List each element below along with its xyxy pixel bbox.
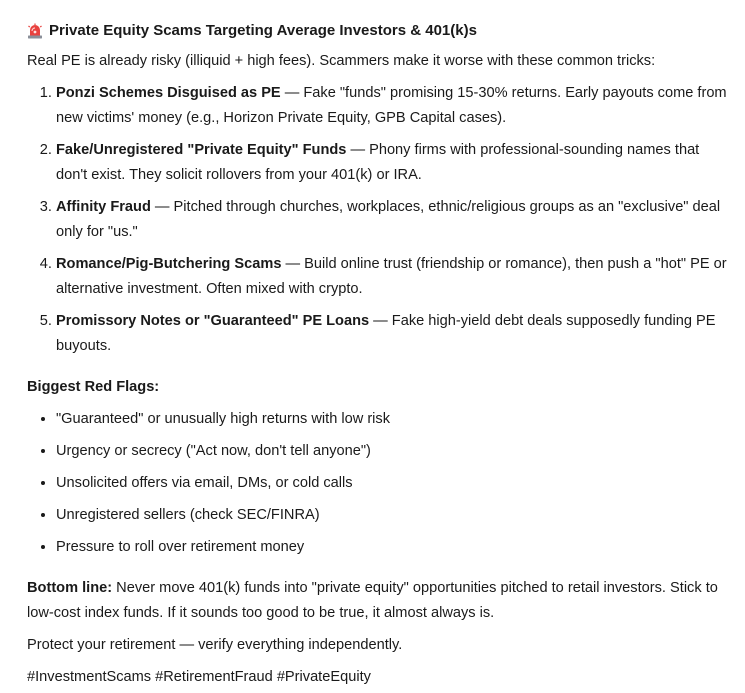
scam-title: Romance/Pig-Butchering Scams: [56, 256, 282, 272]
scam-description: — Pitched through churches, workplaces, ethnic/religious groups as an "exclusive" deal only for "us.": [56, 199, 721, 240]
hashtags[interactable]: #InvestmentScams #RetirementFraud #PrivateEquity: [27, 669, 371, 685]
scam-description: — Build online trust (friendship or romance), then push a "hot" PE or alternative investment. Often mixed with crypto.: [56, 256, 727, 297]
list-item: • Unregistered sellers (check SEC/FINRA): [56, 503, 732, 528]
bottom-line-label: Bottom line:: [27, 580, 113, 596]
scam-title: Fake/Unregistered "Private Equity" Funds: [56, 142, 347, 158]
intro-text: Real PE is already risky (illiquid + high fees). Scammers make it worse with these common tricks:: [27, 53, 656, 69]
scam-item: [56, 252, 732, 302]
list-item: • "Guaranteed" or unusually high returns with low risk: [56, 407, 732, 432]
section-heading: [27, 18, 732, 43]
scam-item: [56, 138, 732, 188]
list-item: • Urgency or secrecy ("Act now, don't tell anyone"): [56, 439, 732, 464]
heading-title: Private Equity Scams Targeting Average Investors & 401(k)s: [49, 22, 477, 39]
police-siren-icon: [27, 23, 43, 39]
scam-item: [56, 309, 732, 359]
scam-item: [56, 81, 732, 131]
list-item: • Pressure to roll over retirement money: [56, 535, 732, 560]
scam-description: — Fake "funds" promising 15-30% returns. Early payouts come from new victims' money (e.g., Horizon Private Equity, GPB Capital cases).: [56, 85, 727, 126]
red-flags-list: [27, 407, 732, 560]
red-flags-heading: Biggest Red Flags:: [27, 379, 160, 395]
scam-description: — Fake high-yield debt deals supposedly funding PE buyouts.: [56, 313, 716, 354]
scam-title: Affinity Fraud: [56, 199, 151, 215]
scam-item: [56, 195, 732, 245]
scam-title: Ponzi Schemes Disguised as PE: [56, 85, 281, 101]
list-item: • Unsolicited offers via email, DMs, or cold calls: [56, 471, 732, 496]
scam-description: — Phony firms with professional-sounding names that don't exist. They solicit rollovers from your 401(k) or IRA.: [56, 142, 700, 183]
bottom-line: [27, 576, 732, 626]
scam-list: [27, 81, 732, 359]
closing-text: Protect your retirement — verify everything independently.: [27, 637, 403, 653]
bottom-line-text: Never move 401(k) funds into "private equity" opportunities pitched to retail investors. Stick to low-cost index funds. If it sounds too good to be true, it almost always is.: [27, 580, 718, 621]
scam-title: Promissory Notes or "Guaranteed" PE Loans: [56, 313, 370, 329]
